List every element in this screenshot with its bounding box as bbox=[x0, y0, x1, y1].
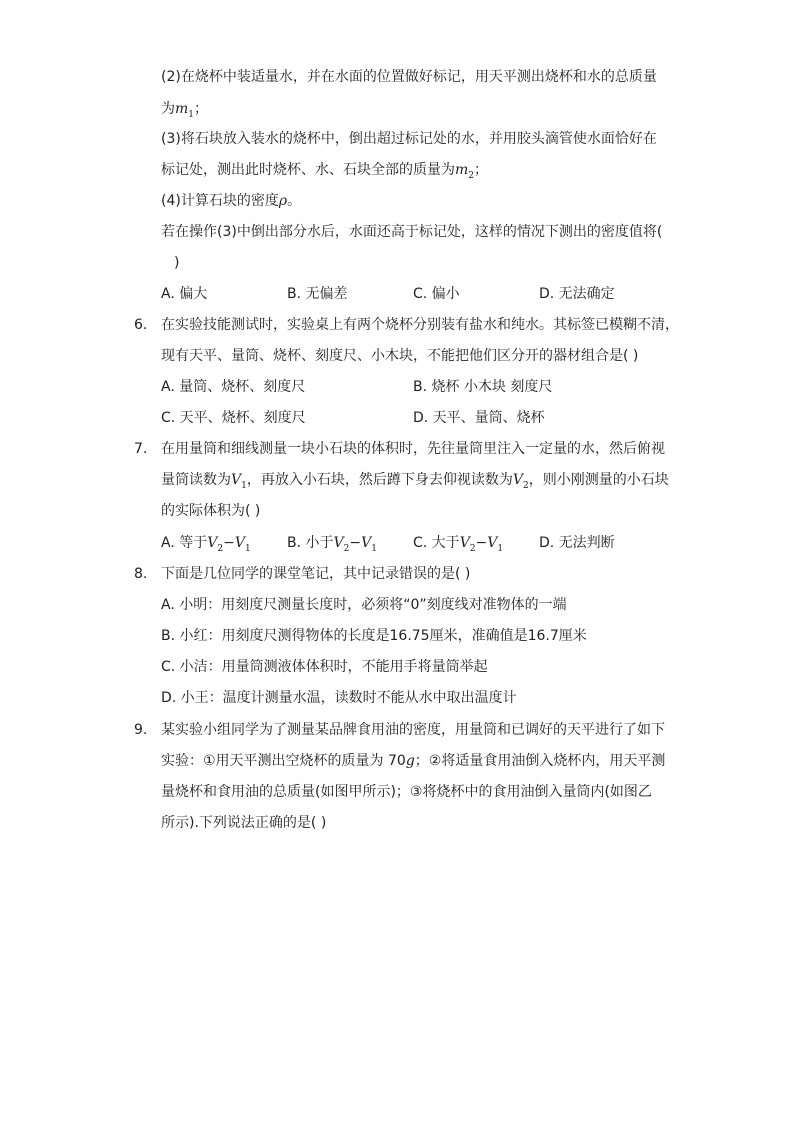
q5-step3-suffix: ； bbox=[474, 162, 489, 178]
q7-a-v1: V bbox=[234, 535, 245, 551]
q9-line3: 量烧杯和食用油的总质量(如图甲所示)；③将烧杯中的食用油倒入量筒内(如图乙 bbox=[161, 784, 652, 800]
q7-var-v1 bbox=[231, 472, 247, 491]
q7-c-v1-sub: 1 bbox=[497, 543, 504, 554]
q6-line1: 在实验技能测试时，实验桌上有两个烧杯分别装有盐水和纯水。其标签已模糊不清， bbox=[161, 317, 679, 333]
q7-option-b-expr bbox=[333, 535, 377, 554]
q5-var-m2 bbox=[455, 162, 475, 181]
q5-option-a[interactable]: A. 偏大 bbox=[161, 286, 208, 302]
q5-var-m1-sub: 1 bbox=[188, 109, 195, 120]
q7-option-c-expr bbox=[459, 535, 504, 554]
q9-number: 9. bbox=[134, 722, 148, 738]
q5-step2-line2 bbox=[161, 99, 208, 125]
q5-option-d[interactable]: D. 无法确定 bbox=[539, 286, 615, 302]
q7-option-c-label: C. 大于 bbox=[413, 535, 460, 551]
q7-a-minus: − bbox=[223, 535, 235, 551]
q7-b-v2-sub: 2 bbox=[343, 543, 350, 554]
q7-var-v2-sub: 2 bbox=[522, 480, 529, 491]
q5-var-m1-letter: m bbox=[175, 101, 189, 117]
q8-option-d[interactable]: D. 小王：温度计测量水温，读数时不能从水中取出温度计 bbox=[161, 690, 517, 706]
q9-line2-part-b: ；②将适量食用油倒入烧杯内，用天平测 bbox=[414, 753, 666, 769]
q7-c-minus: − bbox=[475, 535, 488, 551]
q8-option-c[interactable]: C. 小洁：用量筒测液体体积时，不能用手将量筒举起 bbox=[161, 659, 488, 675]
q5-step4-suffix: 。 bbox=[287, 193, 302, 209]
q8-number: 8. bbox=[134, 566, 148, 582]
q5-question-line2: ) bbox=[174, 255, 180, 271]
q5-step2-suffix: ； bbox=[194, 101, 209, 117]
q7-option-d[interactable]: D. 无法判断 bbox=[539, 535, 615, 551]
q5-question-line1: 若在操作(3)中倒出部分水后，水面还高于标记处，这样的情况下测出的密度值将( bbox=[161, 224, 663, 240]
q9-line1: 某实验小组同学为了测量某品牌食用油的密度，用量筒和已调好的天平进行了如下 bbox=[161, 722, 665, 738]
q5-step2-prefix: 为 bbox=[161, 101, 175, 117]
q6-number: 6. bbox=[134, 317, 148, 333]
q5-step4-prefix: (4)计算石块的密度 bbox=[161, 193, 279, 209]
q7-number: 7. bbox=[134, 441, 148, 457]
q7-b-minus: − bbox=[349, 535, 362, 551]
q7-c-v1: V bbox=[487, 535, 498, 551]
q7-c-v2: V bbox=[459, 535, 470, 551]
q5-option-c[interactable]: C. 偏小 bbox=[413, 286, 460, 302]
q7-var-v1-letter: V bbox=[231, 472, 242, 488]
q9-line2-part-a: 实验：①用天平测出空烧杯的质量为 70 bbox=[161, 753, 406, 769]
q7-option-a-expr bbox=[207, 535, 251, 554]
q7-b-v1-sub: 1 bbox=[371, 543, 377, 554]
q5-step3-line2 bbox=[161, 160, 488, 186]
q5-var-rho: ρ bbox=[278, 193, 288, 209]
q8-option-a[interactable]: A. 小明：用刻度尺测量长度时，必须将“0”刻度线对准物体的一端 bbox=[161, 597, 567, 613]
q7-var-v2-letter: V bbox=[512, 472, 523, 488]
q7-line2 bbox=[161, 470, 669, 496]
q6-option-a[interactable]: A. 量筒、烧杯、刻度尺 bbox=[161, 379, 306, 395]
q6-option-d[interactable]: D. 天平、量筒、烧杯 bbox=[413, 410, 545, 426]
q5-step4 bbox=[161, 191, 301, 211]
q7-var-v1-sub: 1 bbox=[241, 480, 247, 491]
q6-option-b[interactable]: B. 烧杯 小木块 刻度尺 bbox=[413, 379, 553, 395]
q7-var-v2 bbox=[512, 472, 529, 491]
q7-a-v2-sub: 2 bbox=[217, 543, 224, 554]
q7-option-b[interactable] bbox=[287, 533, 377, 559]
q7-c-v2-sub: 2 bbox=[469, 543, 476, 554]
q7-b-v1: V bbox=[361, 535, 372, 551]
q9-unit-g: g bbox=[405, 753, 415, 769]
q7-a-v2: V bbox=[207, 535, 218, 551]
q7-option-a-label: A. 等于 bbox=[161, 535, 208, 551]
q7-option-a[interactable] bbox=[161, 533, 251, 559]
q7-line1: 在用量筒和细线测量一块小石块的体积时，先往量筒里注入一定量的水，然后俯视 bbox=[161, 441, 665, 457]
q5-step3-prefix: 标记处，测出此时烧杯、水、石块全部的质量为 bbox=[161, 162, 455, 178]
q5-var-m1 bbox=[175, 101, 195, 120]
q7-b-v2: V bbox=[333, 535, 344, 551]
q8-line1: 下面是几位同学的课堂笔记，其中记录错误的是( ) bbox=[161, 566, 471, 582]
q7-line2-part-b: ，再放入小石块，然后蹲下身去仰视读数为 bbox=[246, 472, 513, 488]
q9-line4: 所示).下列说法正确的是( ) bbox=[161, 815, 327, 831]
q5-step3-line1: (3)将石块放入装水的烧杯中，倒出超过标记处的水，并用胶头滴管使水面恰好在 bbox=[161, 131, 657, 147]
q8-option-b[interactable]: B. 小红：用刻度尺测得物体的长度是16.75厘米，准确值是16.7厘米 bbox=[161, 628, 587, 644]
q5-var-m2-letter: m bbox=[455, 162, 469, 178]
q6-line2: 现有天平、量筒、烧杯、刻度尺、小木块，不能把他们区分开的器材组合是( ) bbox=[161, 348, 639, 364]
q9-line2 bbox=[161, 751, 665, 771]
q6-option-c[interactable]: C. 天平、烧杯、刻度尺 bbox=[161, 410, 306, 426]
q5-step2-line1: (2)在烧杯中装适量水，并在水面的位置做好标记，用天平测出烧杯和水的总质量 bbox=[161, 69, 657, 85]
q5-var-m2-sub: 2 bbox=[468, 170, 475, 181]
q7-line2-part-c: ，则小刚测量的小石块 bbox=[528, 472, 669, 488]
q7-option-b-label: B. 小于 bbox=[287, 535, 334, 551]
q7-line2-part-a: 量筒读数为 bbox=[161, 472, 231, 488]
q7-a-v1-sub: 1 bbox=[244, 543, 251, 554]
q7-line3: 的实际体积为( ) bbox=[161, 503, 261, 519]
q7-option-c[interactable] bbox=[413, 533, 503, 559]
q5-option-b[interactable]: B. 无偏差 bbox=[287, 286, 348, 302]
